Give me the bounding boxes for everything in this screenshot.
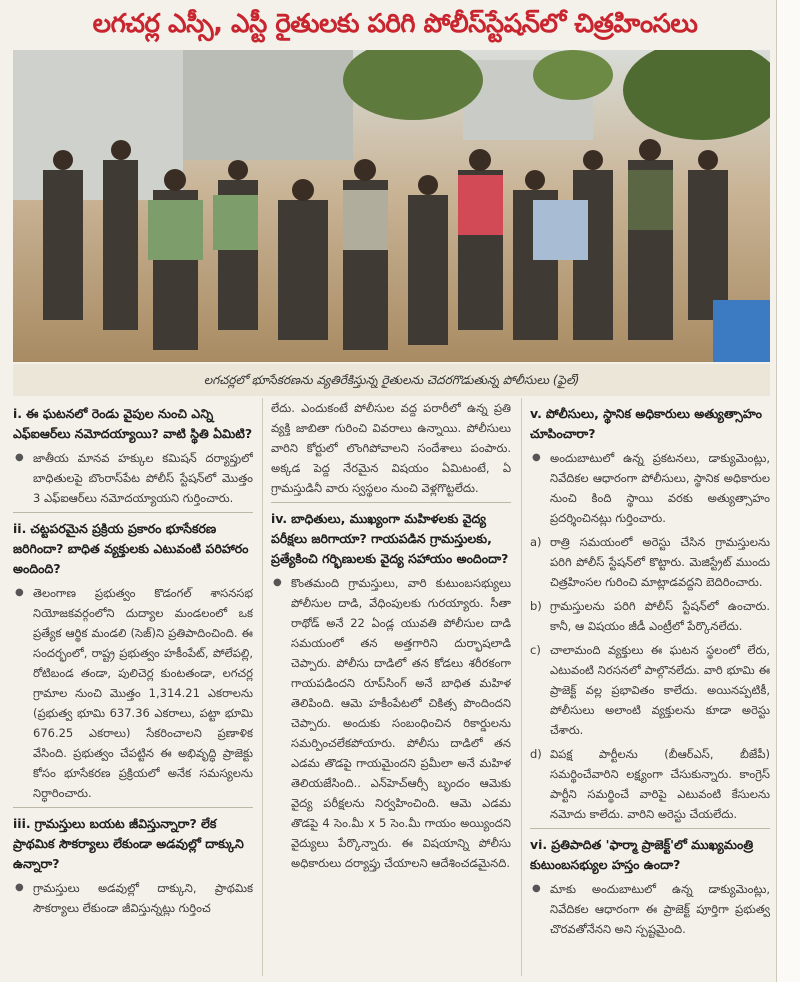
question-2: ii. చట్టపరమైన ప్రక్రియ ప్రకారం భూసేకరణ జరిగిందా? బాధిత వ్యక్తులకు ఎటువంటి పరిహారం అందింది? xyxy=(13,521,249,576)
point-a: a) రాత్రి సమయంలో అరెస్టు చేసిన గ్రామస్తులను పరిగి పోలీస్ స్టేషన్‌లో కొట్టారు. మెజిస్ట్రేట్ ముందు చిత్రహింసల గురించి మాట్లాడవద్దని బెదిరించారు. xyxy=(530,535,770,589)
column-2 xyxy=(271,398,511,976)
headline: లగచర్ల ఎస్సీ, ఎస్టీ రైతులకు పరిగి పోలీస్‌స్టేషన్‌లో చిత్రహింసలు xyxy=(92,9,698,39)
column-1 xyxy=(13,398,253,976)
answer-3: ● గ్రామస్తులు అడవుల్లో దాక్కుని, ప్రాథమిక సౌకర్యాలు లేకుండా జీవిస్తున్నట్లు గుర్తించ xyxy=(13,878,253,918)
answer-6: ● మాకు అందుబాటులో ఉన్న డాక్యుమెంట్లు, నివేదికల ఆధారంగా ఈ ప్రాజెక్ట్ పూర్తిగా ప్రభుత్వ చొరవతోనేనని అని స్పష్టమైంది. xyxy=(530,879,770,939)
answer-4: ● కొంతమంది గ్రామస్తులు, వారి కుటుంబసభ్యులు పోలీసుల దాడి, వేధింపులకు గురయ్యారు. సీతా రాథోడ్ అనే 22 ఏండ్ల యువతి పోలీసుల దాడి సమయంలో తన అత్తగారిని దుర్భాషలాడి చెప్పారు. పోలీసు దాడిలో తన కోడలు శరీరకంగా గాయపడిందని రూప్‌సింగ్ అనే బాధిత మహిళ తెలిపింది. ఆమె హకీంపేటలో చికిత్స పొందిందని చెప్పారు. అందుకు సంబంధించిన రికార్డులను సమర్పించలేకపోయారు. పోలీసు దాడిలో తన ఎడమ తొడపై గాయమైందని ప్రమీలా అనే మహిళ తెలియజేసింది.. ఎన్‌హెచ్‌ఆర్సీ బృందం ఆమెకు వైద్య పరీక్షలను నిర్వహించింది. ఆమె ఎడమ తొడపై 4 సెం.మీ x 5 సెం.మీ గాయం అయ్యిందని వైద్యులు పేర్కొన్నారు. ఈ విషయాన్ని పోలీసు అధికారులు దర్యాప్తు చేయాలని ఆదేశించడమైనది. xyxy=(271,573,511,873)
column-divider xyxy=(521,398,522,976)
news-photo xyxy=(13,50,770,362)
divider xyxy=(13,512,253,513)
point-c: c) చాలామంది వ్యక్తులు ఈ ఘటన స్థలంలో లేరు, ఎటువంటి నిరసనలో పాల్గొనలేదు. వారి భూమి ఈ ప్రాజెక్ట్ వల్ల ప్రభావితం కాలేదు. అయినప్పటికీ, పోలీసులు అలాంటి వ్యక్తులను కూడా అరెస్టు చేశారు. xyxy=(530,643,770,737)
divider xyxy=(13,807,253,808)
column-3 xyxy=(530,398,770,976)
answer-2: ● తెలంగాణ ప్రభుత్వం కొడంగల్ శాసనసభ నియోజకవర్గంలోని దుద్యాల మండలంలో ఒక ప్రత్యేక ఆర్థిక మండలి (సెజ్)ని ప్రతిపాదించింది. ఈ సందర్భంలో, రాష్ట్ర ప్రభుత్వం హకీంపేట్, పోలేపల్లి, రోటిబండ తండా, పులిచెర్ల కుంటతండా, లగచర్ల గ్రామాల నుంచి మొత్తం 1,314.21 ఎకరాలను (ప్రభుత్వ భూమి 637.36 ఎకరాలు, పట్టా భూమి 676.25 ఎకరాలు) సేకరించాలని ప్రణాళిక వేసింది. ప్రభుత్వం చేపట్టిన ఈ అభివృద్ధి ప్రాజెక్టు కోసం భూసేకరణ ప్రక్రియలో అనేక సమస్యలను నిర్ధారించారు. xyxy=(13,583,253,803)
answer-5: ● అందుబాటులో ఉన్న ప్రకటనలు, డాక్యుమెంట్లు, నివేదికల ఆధారంగా పోలీసులు, స్థానిక అధికారుల నుంచి కింది స్థాయి వరకు అత్యుత్సాహం ప్రదర్శించినట్లు గుర్తించారు. xyxy=(530,448,770,528)
question-5: v. పోలీసులు, స్థానిక అధికారులు అత్యుత్సాహం చూపించారా? xyxy=(530,406,762,441)
point-b: b) గ్రామస్తులను పరిగి పోలీస్ స్టేషన్‌లో ఉంచారు. కానీ, ఆ విషయం జీడీ ఎంట్రీలో పేర్కొనలేదు. xyxy=(530,599,770,633)
question-6: vi. ప్రతిపాదిత 'ఫార్మా ప్రాజెక్ట్'లో ముఖ్యమంత్రి కుటుంబసభ్యుల హస్తం ఉందా? xyxy=(530,837,754,872)
point-d: d) విపక్ష పార్టీలను (బీఆర్ఎస్, బీజేపీ) సమర్థించేవారిని లక్ష్యంగా చేసుకున్నారు. కాంగ్రెస్ పార్టీని సమర్థించే వారిపై ఎటువంటి కేసులను నమోదు కాలేదు. వారిని అరెస్టు చేయలేదు. xyxy=(530,747,770,821)
crowd-scuffle-photo xyxy=(13,50,770,362)
answer-1: ● జాతీయ మానవ హక్కుల కమిషన్ దర్యాప్తులో బాధితులపై బొంరాస్‌పేట పోలీస్ స్టేషన్‌లో మొత్తం 3 ఎఫ్ఐఆర్‌లు నమోదయ్యాయని గుర్తించారు. xyxy=(13,448,253,508)
column-divider xyxy=(262,398,263,976)
adjacent-column-edge xyxy=(776,0,800,982)
question-4: iv. బాధితులు, ముఖ్యంగా మహిళలకు వైద్య పరీక్షలు జరిగాయా? గాయపడిన గ్రామస్తులకు, ప్రత్యేకించి గర్భిణులకు వైద్య సహాయం అందిందా? xyxy=(271,511,509,566)
divider xyxy=(530,828,770,829)
divider xyxy=(271,502,511,503)
question-3: iii. గ్రామస్తులు బయట జీవిస్తున్నారా? లేక ప్రాథమిక సౌకర్యాలు లేకుండా అడవుల్లో దాక్కుని ఉన్నారా? xyxy=(13,816,244,871)
answer-3-continued: లేదు. ఎందుకంటే పోలీసుల వద్ద పరారీలో ఉన్న ప్రతి వ్యక్తి జాబితా గురించి వివరాలు ఉన్నాయి. పోలీసులు వారిని కోర్టులో లొంగిపోవాలని సందేశాలు పంపారు. అక్కడ పెద్ద నేరమైన విషయం ఏమిటంటే, ఏ గ్రామస్తుడినీ వారు స్వస్థలం నుంచి వెళ్లగొట్టలేదు. xyxy=(271,401,511,495)
question-1: i. ఈ ఘటనలో రెండు వైపుల నుంచి ఎన్ని ఎఫ్ఐఆర్‌లు నమోదయ్యాయి? వాటి స్థితి ఏమిటి? xyxy=(13,406,253,441)
article-body xyxy=(13,398,770,976)
photo-caption: లగచర్లలో భూసేకరణను వ్యతిరేకిస్తున్న రైతులను చెదరగొడుతున్న పోలీసులు (ఫైల్) xyxy=(13,364,770,396)
